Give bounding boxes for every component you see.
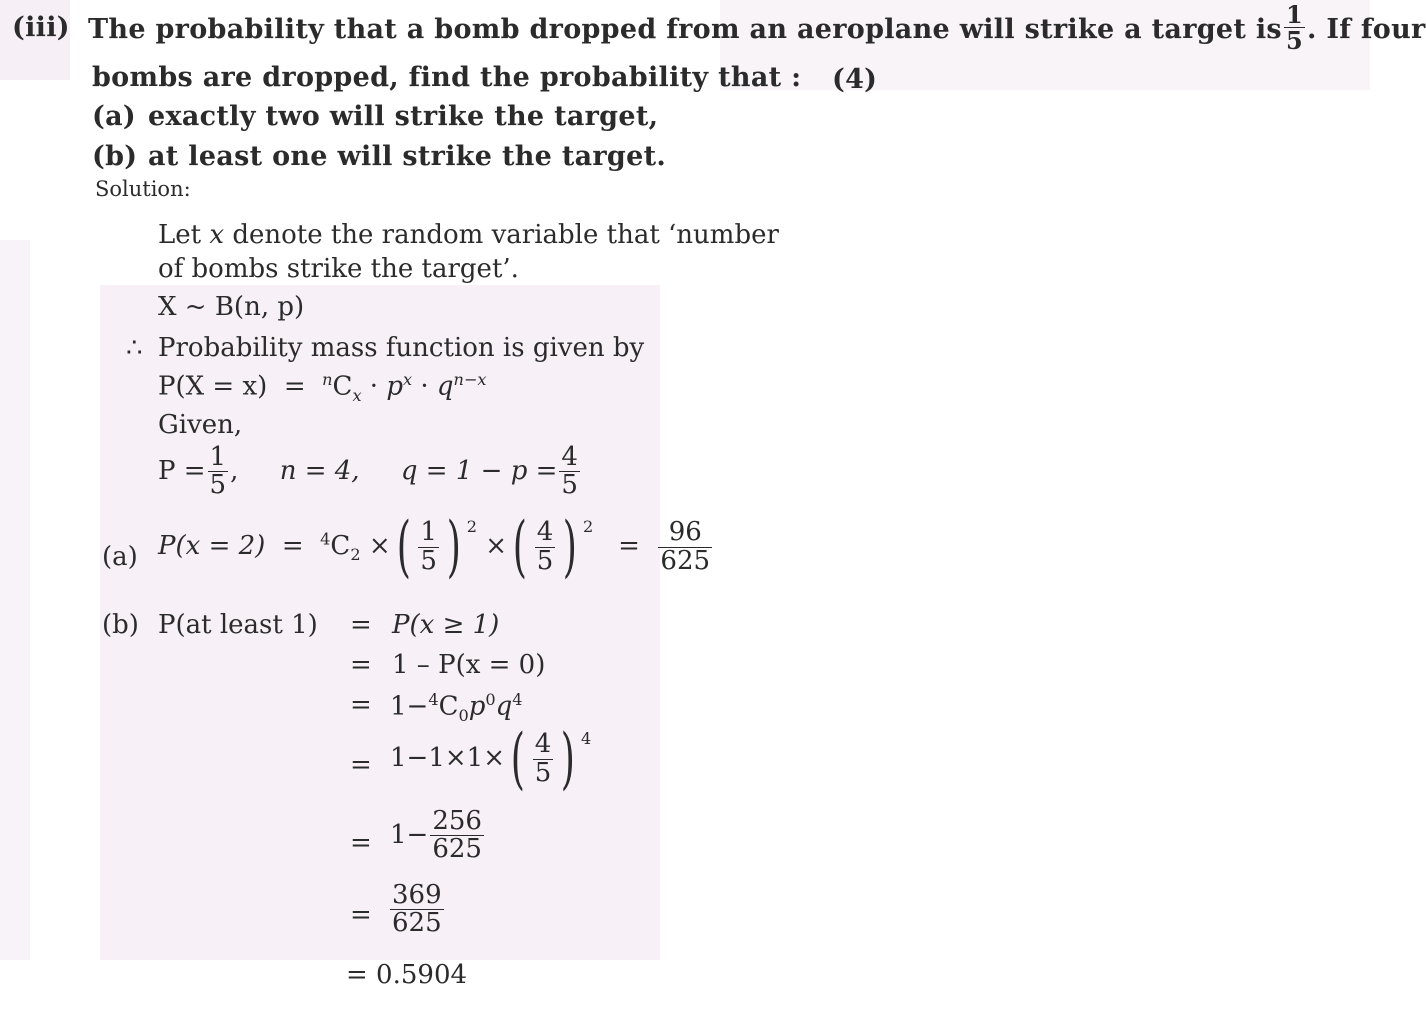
background-panel [0, 240, 30, 960]
solution-part-a-label: (a) [102, 542, 138, 572]
given-values: P = $\frac{1}{5}$ , n = 4, q = 1 − p = $\frac{4}{5}$ [158, 442, 578, 501]
b-eq-4: = [350, 750, 372, 780]
b-step-3: $1-^4C_0p^0q^4$ [390, 690, 523, 725]
b-eq-2: = [350, 650, 372, 680]
question-marks: (4) [832, 64, 878, 95]
a-fraction-1: $\frac{1}{5}$ [420, 517, 437, 576]
distribution: X ~ B(n, p) [158, 292, 305, 322]
therefore-symbol: ∴ [126, 333, 143, 363]
solution-heading: Solution: [95, 177, 191, 201]
solution-part-a: $P(x = 2) = ^4C_2$ ×( $\frac{1}{5}$ ) $^2$ ×( $\frac{4}{5}$ ) $^2$ = $\frac{96}{625}$ [158, 508, 711, 585]
b-eq-3: = [350, 690, 372, 720]
b-fraction-6: $\frac{369}{625}$ [392, 880, 442, 939]
let-line-2: of bombs strike the target’. [158, 254, 519, 284]
pmf-formula: $P(X = x) = ^nC_x \cdot p^x \cdot q^{n-x}$ [158, 370, 487, 405]
given-label: Given, [158, 410, 243, 440]
part-b-lhs: P(at least 1) [158, 610, 318, 640]
b-eq-6: = [350, 900, 372, 930]
part-b-text: at least one will strike the target. [148, 141, 667, 172]
question-line-2: bombs are dropped, find the probability that : [92, 62, 802, 93]
final-answer: = 0.5904 [346, 960, 468, 990]
part-b-label: (b) [92, 141, 138, 172]
b-fraction-5: $\frac{256}{625}$ [432, 806, 482, 865]
a-result: $\frac{96}{625}$ [660, 517, 711, 576]
b-step-4: 1−1×1×( $\frac{4}{5}$ ) $^4$ [390, 720, 592, 797]
q-fraction: $\frac{4}{5}$ [561, 442, 578, 501]
b-eq-1: = [350, 610, 372, 640]
question-text-2: . If four [1306, 14, 1426, 46]
b-step-5: 1− $\frac{256}{625}$ [390, 806, 482, 865]
question-text-1: The probability that a bomb dropped from an aeroplane will strike a target is [88, 14, 1282, 46]
b-eq-5: = [350, 828, 372, 858]
b-step-2: 1 – P(x = 0) [392, 650, 546, 680]
let-line-1: Let x denote the random variable that ‘number [158, 220, 779, 250]
pmf-intro: Probability mass function is given by [158, 333, 645, 363]
b-step-6 [388, 882, 446, 938]
solution-part-b-label: (b) [102, 610, 139, 640]
question-label: (iii) [12, 12, 70, 43]
probability-fraction: $\frac{1}{5}$ [1285, 0, 1303, 56]
part-a-text: exactly two will strike the target, [148, 101, 659, 132]
b-step-1: P(x ≥ 1) [392, 610, 500, 640]
question-line-1 [88, 0, 1426, 56]
part-a-label: (a) [92, 101, 136, 132]
b-fraction-4: $\frac{4}{5}$ [534, 729, 552, 788]
p-fraction: $\frac{1}{5}$ [209, 442, 227, 501]
a-fraction-2: $\frac{4}{5}$ [536, 517, 554, 576]
